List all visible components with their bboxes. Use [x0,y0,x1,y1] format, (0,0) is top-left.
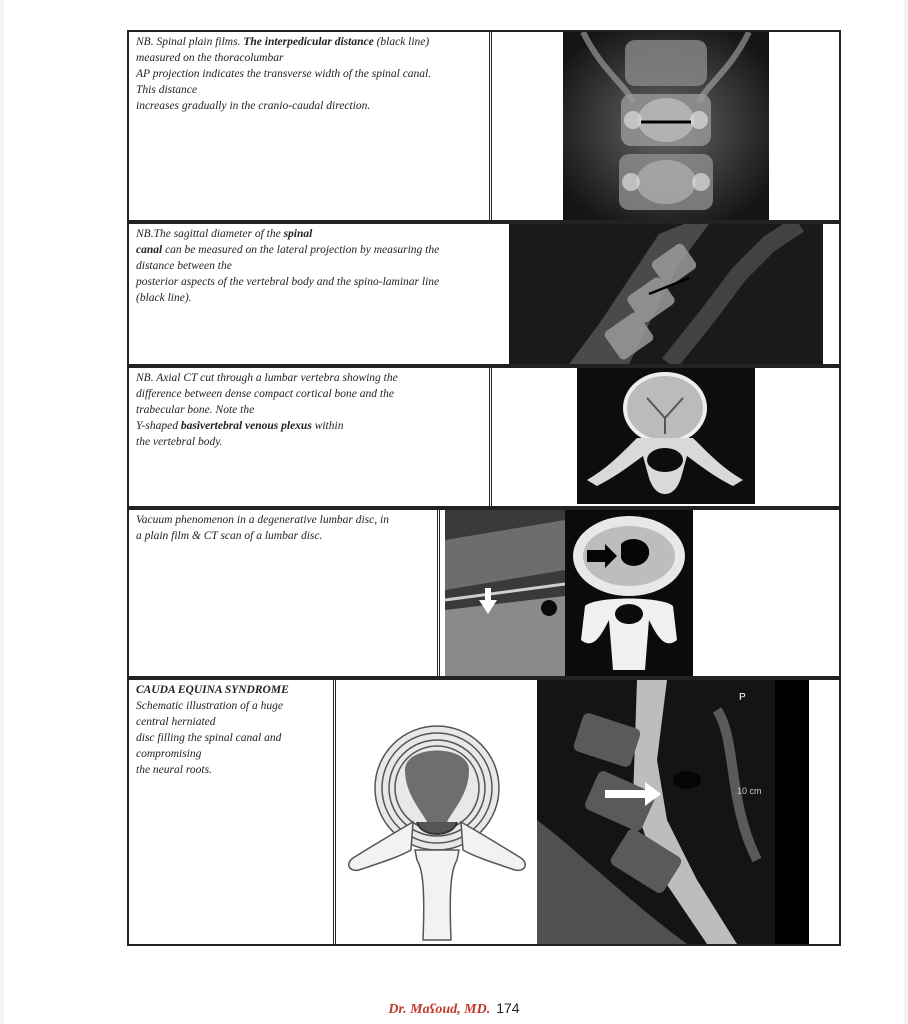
caption-line: This distance [136,84,198,96]
vacuum-ct-image [565,510,693,676]
author-name: Dr. Maʕoud, MD. [388,1002,491,1017]
caption-interpedicular [129,32,491,220]
caption-line: Vacuum phenomenon in a degenerative lumbar disc, in [136,514,389,526]
caption-line: canal can be measured on the lateral projection by measuring the [136,244,440,256]
caption-line: increases gradually in the cranio-caudal direction. [136,100,371,112]
caption-line: (black line). [136,292,192,304]
table-row-vacuum [127,508,841,678]
caption-line: Schematic illustration of a huge [136,700,283,712]
caption-line: a plain film & CT scan of a lumbar disc. [136,530,323,542]
caption-line: trabecular bone. Note the [136,404,255,416]
caption-line: disc filling the spinal canal and [136,732,282,744]
caption-line: measured on the thoracolumbar [136,52,284,64]
caption-line: distance between the [136,260,232,272]
vacuum-plain-film-image [445,510,565,676]
table-row-cauda-equina [127,678,841,946]
caption-line: NB. Spinal plain films. The interpedicular distance (black line) [136,36,430,48]
table-row-interpedicular [127,30,841,222]
caption-cauda-equina [129,680,335,944]
caption-line: NB. Axial CT cut through a lumbar vertebra showing the [136,372,398,384]
caption-line: AP projection indicates the transverse width of the spinal canal. [136,68,432,80]
caption-title: CAUDA EQUINA SYNDROME [136,684,289,696]
page-number: 174 [496,1000,520,1016]
caption-line: posterior aspects of the vertebral body and the spino-laminar line [136,276,440,288]
axial-ct-image [577,368,755,504]
table-row-sagittal [127,222,841,366]
lateral-xray-image [509,224,823,364]
caption-line: central herniated [136,716,216,728]
table-row-axial-ct [127,366,841,508]
caption-line: the neural roots. [136,764,212,776]
caption-line: the vertebral body. [136,436,223,448]
caption-line: difference between dense compact cortical bone and the [136,388,394,400]
page-footer [0,1000,908,1018]
mri-corner-label: P [739,692,746,703]
mri-scale-label: 10 cm [737,786,762,796]
caption-line: Y-shaped basivertebral venous plexus within [136,420,344,432]
herniated-disc-illustration [339,710,535,944]
caption-sagittal [129,224,491,364]
ap-xray-image [563,32,769,220]
sagittal-mri-image [537,680,809,944]
caption-line: NB.The sagittal diameter of the spinal [136,228,313,240]
caption-vacuum [129,510,439,676]
caption-line: compromising [136,748,202,760]
caption-axial-ct [129,368,491,506]
